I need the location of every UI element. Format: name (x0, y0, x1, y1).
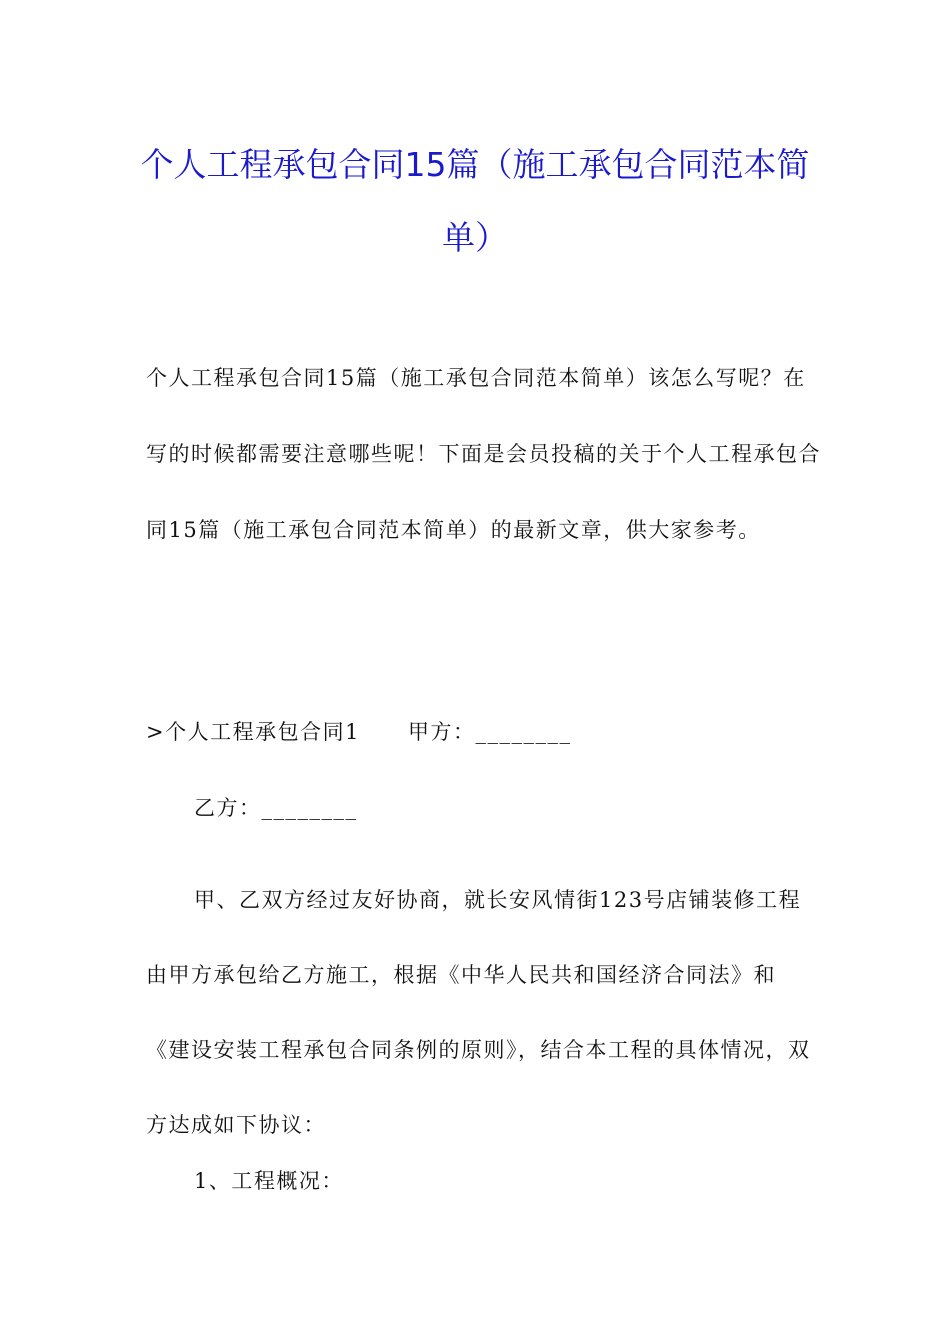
contract-heading-line (146, 716, 571, 746)
section-heading: >个人工程承包合同1 (146, 720, 360, 744)
party-b-field: 乙方：________ (194, 796, 358, 820)
party-a-field: 甲方：________ (407, 720, 572, 744)
intro-paragraph: 个人工程承包合同15篇（施工承包合同范本简单）该怎么写呢？在写的时候都需要注意哪些呢！下面是会员投稿的关于个人工程承包合同15篇（施工承包合同范本简单）的最新文章，供大家参考。 (146, 366, 821, 542)
agreement-paragraph: 甲、乙双方经过友好协商，就长安风情街123号店铺装修工程由甲方承包给乙方施工，根据《中华人民共和国经济合同法》和《建设安装工程承包合同条例的原则》，结合本工程的具体情况，双方达成如下协议： (146, 888, 811, 1137)
document-title: 个人工程承包合同15篇（施工承包合同范本简单） (140, 145, 810, 257)
clause-1-heading: 1、工程概况： (194, 1169, 344, 1193)
